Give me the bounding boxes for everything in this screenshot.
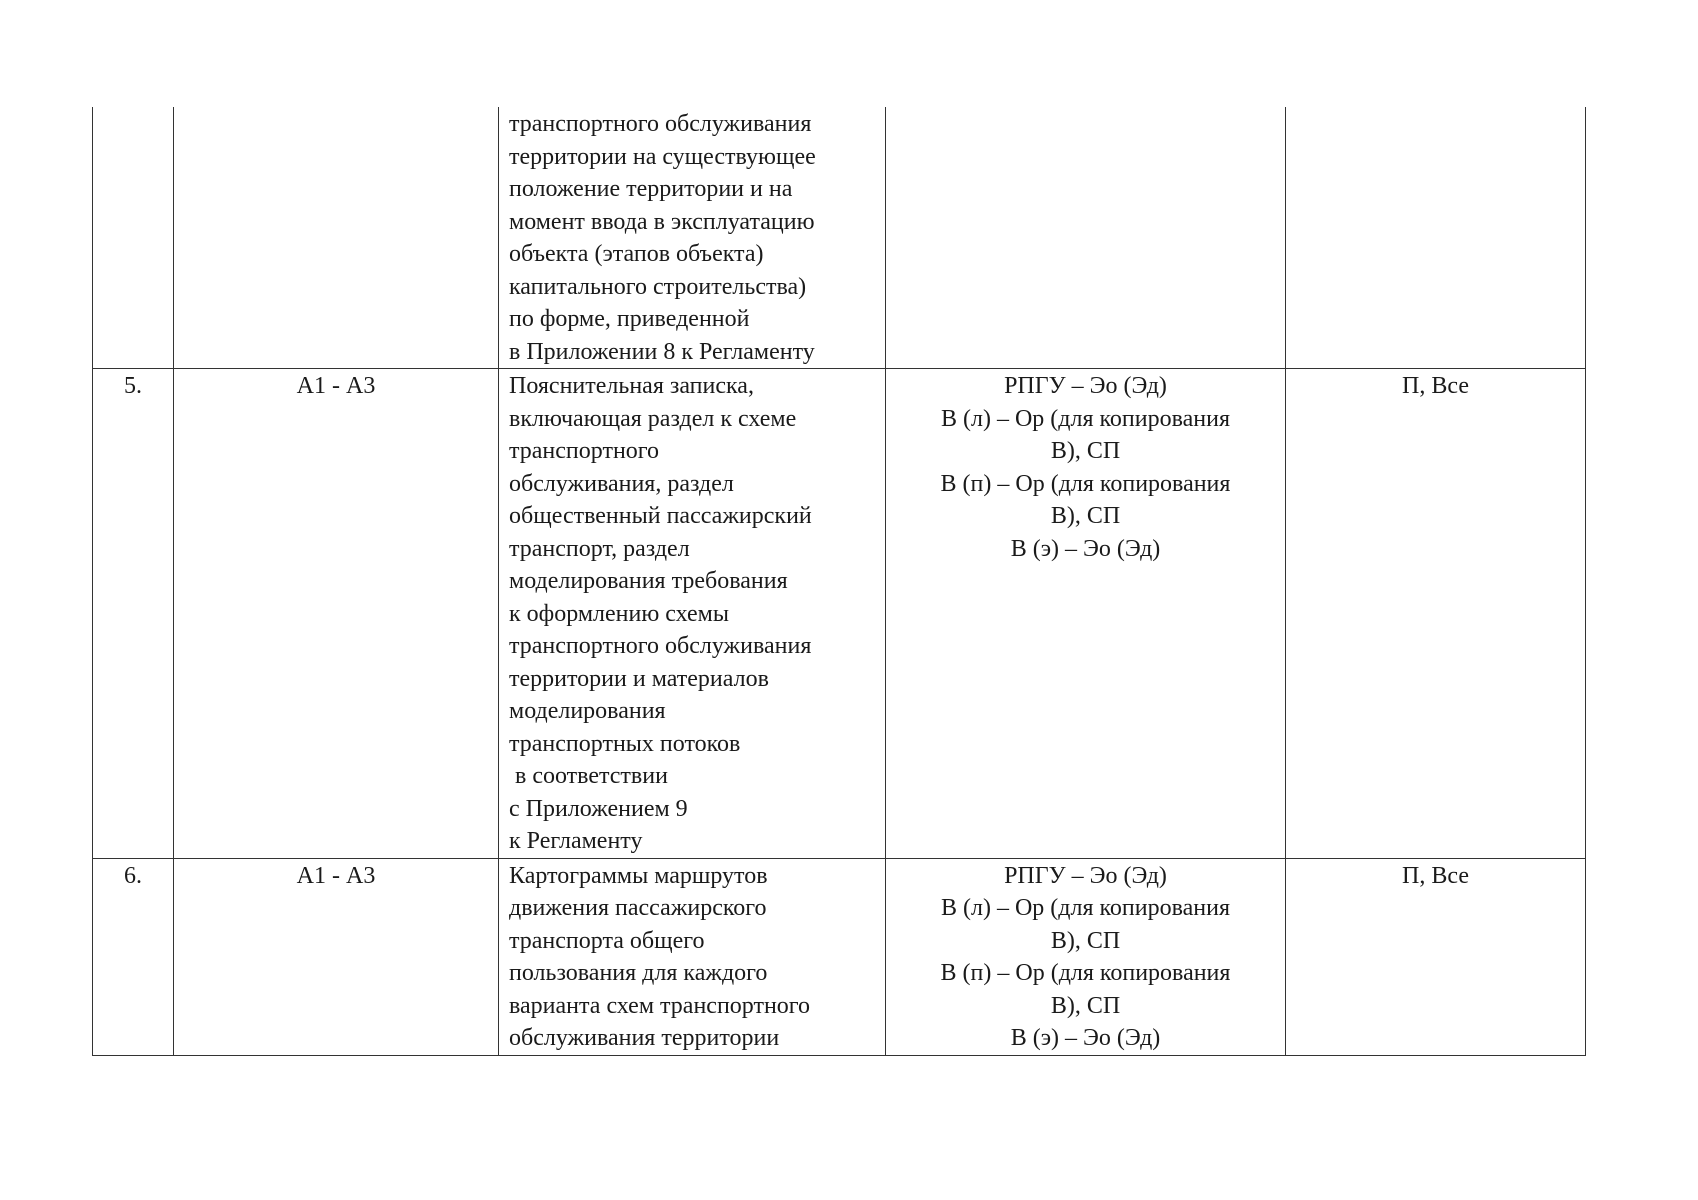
description-line: пользования для каждого xyxy=(509,960,768,986)
presentation-cell xyxy=(886,858,1286,1055)
description-line: движения пассажирского xyxy=(509,895,767,921)
description-line: Пояснительная записка, xyxy=(509,373,754,399)
description-line: включающая раздел к схеме xyxy=(509,405,797,432)
presentation-line: РПГУ – Эо (Эд) xyxy=(1004,862,1167,889)
description-line: положение территории и на xyxy=(509,176,793,202)
presentation-cell xyxy=(886,107,1286,369)
description-line: по форме, приведенной xyxy=(509,306,750,332)
description-line: к Регламенту xyxy=(509,828,643,854)
description-line: объекта (этапов объекта) xyxy=(509,241,764,267)
presentation-line: В (л) – Ор (для копирования xyxy=(940,895,1231,921)
table-row xyxy=(93,858,1586,1055)
description-line: обслуживания, раздел xyxy=(509,470,734,497)
description-line: общественный пассажирский xyxy=(509,503,812,529)
description-line: варианта схем транспортного xyxy=(509,992,811,1019)
usage-cell xyxy=(1286,107,1586,369)
presentation-line: В (э) – Эо (Эд) xyxy=(1010,1025,1161,1051)
table-row xyxy=(93,107,1586,369)
description-line: транспортного xyxy=(509,438,660,464)
presentation-line: В (п) – Ор (для копирования xyxy=(940,960,1231,986)
presentation-cell xyxy=(886,369,1286,859)
usage-cell: П, Все xyxy=(1286,858,1586,1055)
format-cell: А1 - А3 xyxy=(174,369,499,859)
description-line: к оформлению схемы xyxy=(509,600,729,627)
description-line: обслуживания территории xyxy=(509,1025,780,1051)
description-cell xyxy=(499,107,886,369)
description-line: моделирования требования xyxy=(509,568,788,594)
description-line: транспорт, раздел xyxy=(509,535,690,562)
format-cell xyxy=(174,107,499,369)
description-line: капитального строительства) xyxy=(509,273,807,300)
description-line: транспортного обслуживания xyxy=(509,111,812,137)
format-cell: А1 - А3 xyxy=(174,858,499,1055)
presentation-line: РПГУ – Эо (Эд) xyxy=(1004,373,1167,399)
table-row xyxy=(93,369,1586,859)
presentation-line: В), СП xyxy=(1050,503,1121,529)
description-line: транспорта общего xyxy=(509,927,705,954)
description-line: в Приложении 8 к Регламенту xyxy=(509,338,815,365)
usage-cell: П, Все xyxy=(1286,369,1586,859)
description-cell xyxy=(499,858,886,1055)
row-number-cell: 5. xyxy=(93,369,174,859)
description-line: территории на существующее xyxy=(509,143,816,170)
description-line: транспортного обслуживания xyxy=(509,633,812,659)
description-line: момент ввода в эксплуатацию xyxy=(509,208,815,235)
description-line: в соответствии xyxy=(509,763,668,789)
presentation-line: В (п) – Ор (для копирования xyxy=(940,470,1231,497)
description-cell xyxy=(499,369,886,859)
presentation-line: В (э) – Эо (Эд) xyxy=(1010,535,1161,562)
description-line: моделирования xyxy=(509,698,666,724)
presentation-line: В), СП xyxy=(1050,438,1121,464)
description-line: транспортных потоков xyxy=(509,730,741,757)
presentation-line: В (л) – Ор (для копирования xyxy=(940,405,1231,432)
description-line: с Приложением 9 xyxy=(509,795,688,822)
presentation-line: В), СП xyxy=(1050,992,1121,1019)
row-number-cell xyxy=(93,107,174,369)
row-number-cell: 6. xyxy=(93,858,174,1055)
documents-table xyxy=(92,107,1586,1056)
presentation-line: В), СП xyxy=(1050,927,1121,954)
description-line: Картограммы маршрутов xyxy=(509,862,768,889)
description-line: территории и материалов xyxy=(509,665,769,692)
